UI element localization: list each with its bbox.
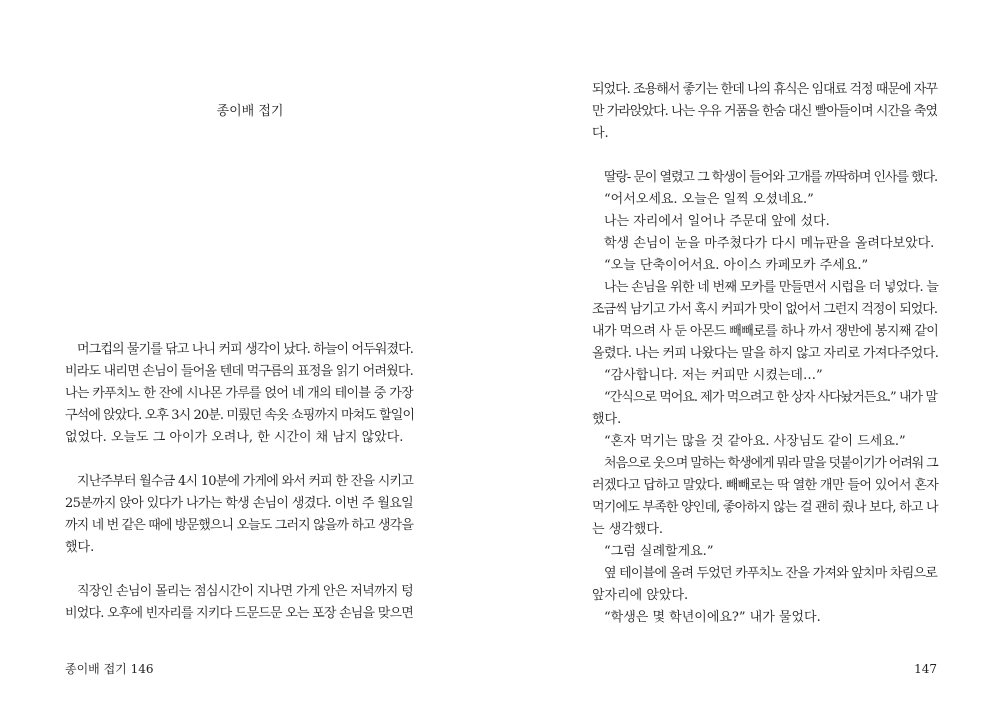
text-line: 나는 자리에서 일어나 주문대 앞에 섰다. [604,214,830,229]
text-line: 조금씩 남기고 가서 혹시 커피가 맛이 없어서 그런지 걱정이 되었다. [592,302,937,317]
text-line: “오늘 단축이어서요. 아이스 카페모카 주세요.” [604,258,869,273]
paragraph-gap [592,145,937,167]
text-line: 는 생각했다. [592,522,664,537]
text-line: 내가 먹으려 사 둔 아몬드 빼빼로를 하나 까서 쟁반에 봉지째 같이 [592,324,939,339]
text-line: 나는 카푸치노 한 잔에 시나몬 가루를 얹어 네 개의 테이블 중 가장 [65,386,413,401]
text-line: “학생은 몇 학년이에요?” 내가 물었다. [604,610,821,625]
text-line: 학생 손님이 눈을 마주쳤다가 다시 메뉴판을 올려다보았다. [604,236,935,251]
right-body-text [592,79,937,629]
text-line: 구석에 앉았다. 오후 3시 20분. 미뤘던 속옷 쇼핑까지 마쳐도 할일이 [65,408,415,423]
text-line: 올렸다. 나는 커피 나왔다는 말을 하지 않고 자리로 가져다주었다. [592,346,939,361]
paragraph-gap [65,449,413,471]
text-line: 비라도 내리면 손님이 들어올 텐데 먹구름의 표정을 읽기 어려웠다. [65,364,413,379]
page-footer-right: 147 [914,662,937,676]
text-line: 머그컵의 물기를 닦고 나니 커피 생각이 났다. 하늘이 어두워졌다. [77,342,413,357]
text-line: “혼자 먹기는 많을 것 같아요. 사장님도 같이 드세요.” [604,434,906,449]
text-line: 딸랑- 문이 열렸고 그 학생이 들어와 고개를 까딱하며 인사를 했다. [604,170,937,185]
text-line: 옆 테이블에 올려 두었던 카푸치노 잔을 가져와 앞치마 차림으로 [604,566,937,581]
text-line: 했다. [65,540,95,555]
text-line: 앞자리에 앉았다. [592,588,689,603]
left-body-text [65,339,413,625]
text-line: 까지 네 번 같은 때에 방문했으니 오늘도 그러지 않을까 하고 생각을 [65,518,413,533]
text-line: “간식으로 먹어요. 제가 먹으려고 한 상자 사다놨거든요.” 내가 말 [604,390,937,405]
page-footer-left: 종이배 접기 146 [65,662,154,676]
text-line: 만 가라앉았다. 나는 우유 거품을 한숨 대신 빨아들이며 시간을 축였 [592,104,937,119]
text-line: 러겠다고 답하고 말았다. 빼빼로는 딱 열한 개만 들어 있어서 혼자 [592,478,939,493]
text-line: 했다. [592,412,622,427]
text-line: 되었다. 조용해서 좋기는 한데 나의 휴식은 임대료 걱정 때문에 자꾸 [592,82,937,97]
text-line: 처음으로 웃으며 말하는 학생에게 뭐라 말을 덧붙이기가 어려워 그 [604,456,938,471]
text-line: 먹기에도 부족한 양인데, 좋아하지 않는 걸 괜히 줬나 보다, 하고 나 [592,500,938,515]
text-line: 지난주부터 월수금 4시 10분에 가게에 와서 커피 한 잔을 시키고 [77,474,413,489]
text-line: “그럼 실례할게요.” [604,544,714,559]
text-line: “감사합니다. 저는 커피만 시켰는데…” [604,368,823,383]
text-line: 다. [592,126,609,141]
text-line: “어서오세요. 오늘은 일찍 오셨네요.” [604,192,814,207]
text-line: 나는 손님을 위한 네 번째 모카를 만들면서 시럽을 더 넣었다. 늘 [604,280,939,295]
chapter-title: 종이배 접기 [216,104,284,119]
text-line: 비었다. 오후에 빈자리를 지키다 드문드문 오는 포장 손님을 맞으면 [65,606,413,621]
text-line: 직장인 손님이 몰리는 점심시간이 지나면 가게 안은 저녁까지 텅 [77,584,413,599]
right-page [500,0,1000,709]
text-line: 25분까지 앉아 있다가 나가는 학생 손님이 생겼다. 이번 주 월요일 [65,496,413,511]
text-line: 없었다. 오늘도 그 아이가 오려나, 한 시간이 채 남지 않았다. [65,430,404,445]
paragraph-gap [65,559,413,581]
